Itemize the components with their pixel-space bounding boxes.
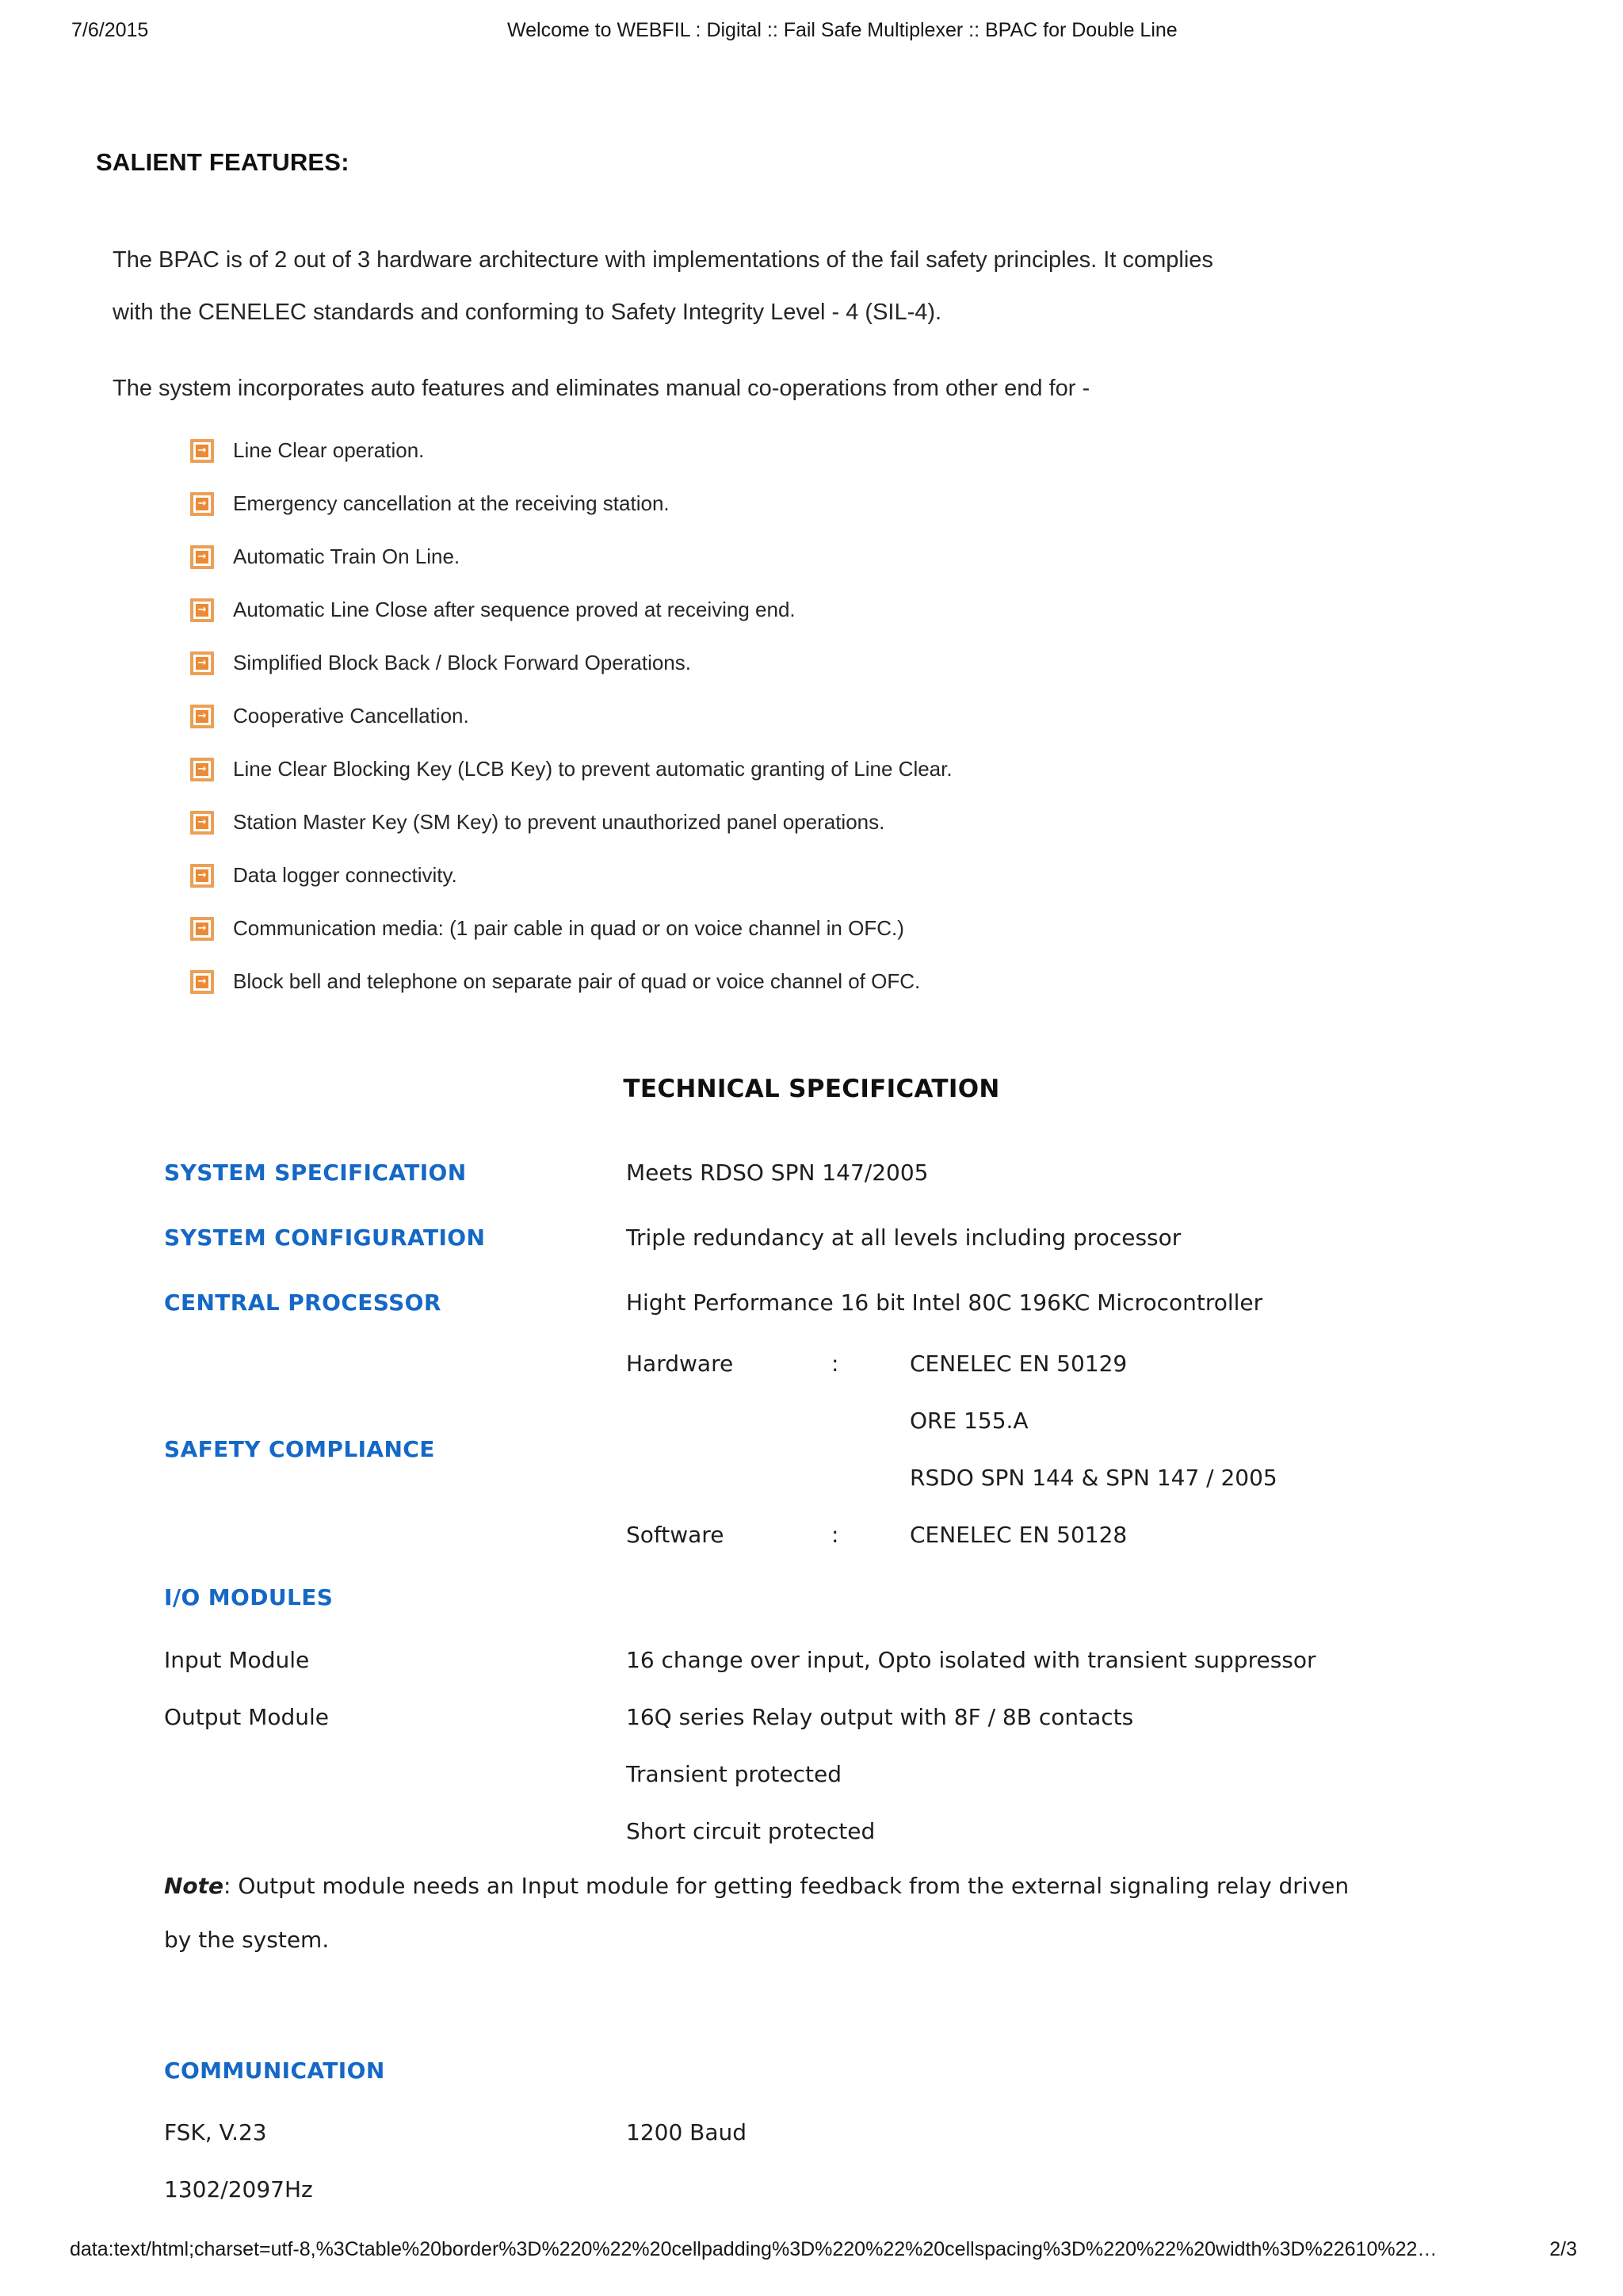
table-row bbox=[626, 1449, 1623, 1506]
table-row bbox=[626, 1392, 1623, 1449]
communication-rows bbox=[164, 2103, 1623, 2218]
bullet-arrow-glyph bbox=[196, 923, 208, 935]
list-item bbox=[190, 955, 1623, 1008]
spec-table bbox=[164, 1140, 1623, 2218]
note-text-line1: : Output module needs an Input module for getting feedback from the external signaling relay driven bbox=[223, 1873, 1350, 1899]
bullet-arrow-glyph bbox=[196, 551, 208, 563]
bullet-arrow-glyph bbox=[196, 976, 208, 988]
bullet-arrow-glyph bbox=[196, 869, 208, 882]
bullet-arrow-glyph bbox=[196, 604, 208, 617]
table-row bbox=[164, 1631, 1623, 1688]
colon-separator: : bbox=[831, 1521, 839, 1548]
feature-list bbox=[0, 424, 1623, 1008]
comm-value: 1200 Baud bbox=[626, 2118, 747, 2145]
table-row bbox=[164, 2160, 1623, 2218]
io-key: Output Module bbox=[164, 1703, 329, 1730]
salient-features-heading: SALIENT FEATURES: bbox=[96, 148, 349, 176]
print-date: 7/6/2015 bbox=[71, 19, 149, 41]
comm-key: 1302/2097Hz bbox=[164, 2176, 313, 2202]
safety-compliance-block bbox=[164, 1335, 1623, 1563]
features-intro-text: The system incorporates auto features and eliminates manual co-operations from other end for - bbox=[113, 376, 1090, 401]
note-label: Note bbox=[164, 1873, 224, 1899]
spec-label-io-modules: I/O MODULES bbox=[164, 1584, 334, 1610]
bullet-arrow-glyph bbox=[196, 763, 208, 776]
spec-label-central-processor: CENTRAL PROCESSOR bbox=[164, 1289, 441, 1316]
intro-paragraph-line1: The BPAC is of 2 out of 3 hardware architecture with implementations of the fail safety principles. It complies bbox=[113, 247, 1213, 273]
bullet-arrow-icon bbox=[190, 598, 214, 622]
spec-label-system-specification: SYSTEM SPECIFICATION bbox=[164, 1159, 467, 1186]
feature-text: Simplified Block Back / Block Forward Operations. bbox=[233, 651, 691, 674]
feature-text: Emergency cancellation at the receiving station. bbox=[233, 491, 670, 515]
footer-page-number: 2/3 bbox=[1549, 2238, 1577, 2260]
spec-label-communication: COMMUNICATION bbox=[164, 2057, 385, 2084]
technical-specification-heading: TECHNICAL SPECIFICATION bbox=[623, 1075, 1000, 1103]
table-row bbox=[164, 2103, 1623, 2160]
colon-separator: : bbox=[831, 1350, 839, 1377]
table-row bbox=[164, 1745, 1623, 1802]
comm-key: FSK, V.23 bbox=[164, 2118, 267, 2145]
spec-label-system-configuration: SYSTEM CONFIGURATION bbox=[164, 1224, 486, 1251]
bullet-arrow-icon bbox=[190, 651, 214, 675]
bullet-arrow-glyph bbox=[196, 710, 208, 723]
feature-text: Line Clear operation. bbox=[233, 438, 425, 462]
table-row bbox=[626, 1506, 1623, 1563]
spec-value: Triple redundancy at all levels including processor bbox=[626, 1224, 1182, 1251]
list-item bbox=[190, 796, 1623, 849]
io-value: 16Q series Relay output with 8F / 8B contacts bbox=[626, 1703, 1134, 1730]
safety-software-value: CENELEC EN 50128 bbox=[910, 1521, 1128, 1548]
table-row bbox=[164, 1688, 1623, 1745]
safety-compliance-values bbox=[626, 1335, 1623, 1563]
safety-hardware-key: Hardware bbox=[626, 1350, 734, 1377]
intro-paragraph-line2: with the CENELEC standards and conforming to Safety Integrity Level - 4 (SIL-4). bbox=[113, 300, 942, 325]
feature-text: Communication media: (1 pair cable in quad or on voice channel in OFC.) bbox=[233, 916, 904, 940]
io-value: Transient protected bbox=[626, 1760, 842, 1787]
bullet-arrow-icon bbox=[190, 758, 214, 781]
safety-extra-value: RSDO SPN 144 & SPN 147 / 2005 bbox=[910, 1464, 1277, 1491]
feature-text: Automatic Line Close after sequence proved at receiving end. bbox=[233, 598, 796, 621]
intro-paragraph bbox=[113, 234, 1623, 338]
list-item bbox=[190, 743, 1623, 796]
bullet-arrow-icon bbox=[190, 545, 214, 569]
bullet-arrow-icon bbox=[190, 864, 214, 888]
feature-text: Line Clear Blocking Key (LCB Key) to prevent automatic granting of Line Clear. bbox=[233, 757, 953, 781]
bullet-arrow-glyph bbox=[196, 498, 208, 510]
bullet-arrow-icon bbox=[190, 705, 214, 728]
print-footer bbox=[70, 2238, 1577, 2261]
bullet-arrow-icon bbox=[190, 917, 214, 941]
io-value: 16 change over input, Opto isolated with transient suppressor bbox=[626, 1646, 1316, 1673]
bullet-arrow-icon bbox=[190, 492, 214, 516]
note-paragraph bbox=[164, 1859, 1623, 1967]
io-key: Input Module bbox=[164, 1646, 310, 1673]
table-row bbox=[626, 1335, 1623, 1392]
feature-text: Data logger connectivity. bbox=[233, 863, 457, 887]
table-row bbox=[164, 1205, 1623, 1270]
list-item bbox=[190, 849, 1623, 902]
list-item bbox=[190, 424, 1623, 477]
list-item bbox=[190, 902, 1623, 955]
bullet-arrow-glyph bbox=[196, 816, 208, 829]
safety-hardware-value: CENELEC EN 50129 bbox=[910, 1350, 1128, 1377]
feature-text: Station Master Key (SM Key) to prevent unauthorized panel operations. bbox=[233, 810, 885, 834]
bullet-arrow-icon bbox=[190, 439, 214, 463]
list-item bbox=[190, 636, 1623, 690]
bullet-arrow-glyph bbox=[196, 445, 208, 457]
note-text-line2: by the system. bbox=[164, 1927, 330, 1953]
list-item bbox=[190, 530, 1623, 583]
page-title: Welcome to WEBFIL : Digital :: Fail Safe Multiplexer :: BPAC for Double Line bbox=[507, 19, 1178, 41]
footer-data-url: data:text/html;charset=utf-8,%3Ctable%20border%3D%220%22%20cellpadding%3D%220%22%20cellspacing%3D%220%22%20width%3D%22610%22… bbox=[70, 2238, 1438, 2260]
spec-value: Meets RDSO SPN 147/2005 bbox=[626, 1159, 929, 1186]
feature-text: Block bell and telephone on separate pair of quad or voice channel of OFC. bbox=[233, 969, 921, 993]
spec-value: Hight Performance 16 bit Intel 80C 196KC Microcontroller bbox=[626, 1289, 1263, 1316]
bullet-arrow-glyph bbox=[196, 657, 208, 670]
io-value: Short circuit protected bbox=[626, 1817, 876, 1844]
feature-text: Cooperative Cancellation. bbox=[233, 704, 469, 728]
list-item bbox=[190, 583, 1623, 636]
list-item bbox=[190, 477, 1623, 530]
list-item bbox=[190, 690, 1623, 743]
safety-software-key: Software bbox=[626, 1521, 724, 1548]
table-row bbox=[164, 1140, 1623, 1205]
print-header bbox=[71, 19, 1577, 46]
table-row bbox=[164, 1802, 1623, 1859]
bullet-arrow-icon bbox=[190, 811, 214, 835]
spec-label-safety-compliance: SAFETY COMPLIANCE bbox=[164, 1435, 435, 1462]
safety-extra-value: ORE 155.A bbox=[910, 1407, 1029, 1434]
table-row bbox=[164, 1270, 1623, 1335]
bullet-arrow-icon bbox=[190, 970, 214, 994]
feature-text: Automatic Train On Line. bbox=[233, 544, 460, 568]
